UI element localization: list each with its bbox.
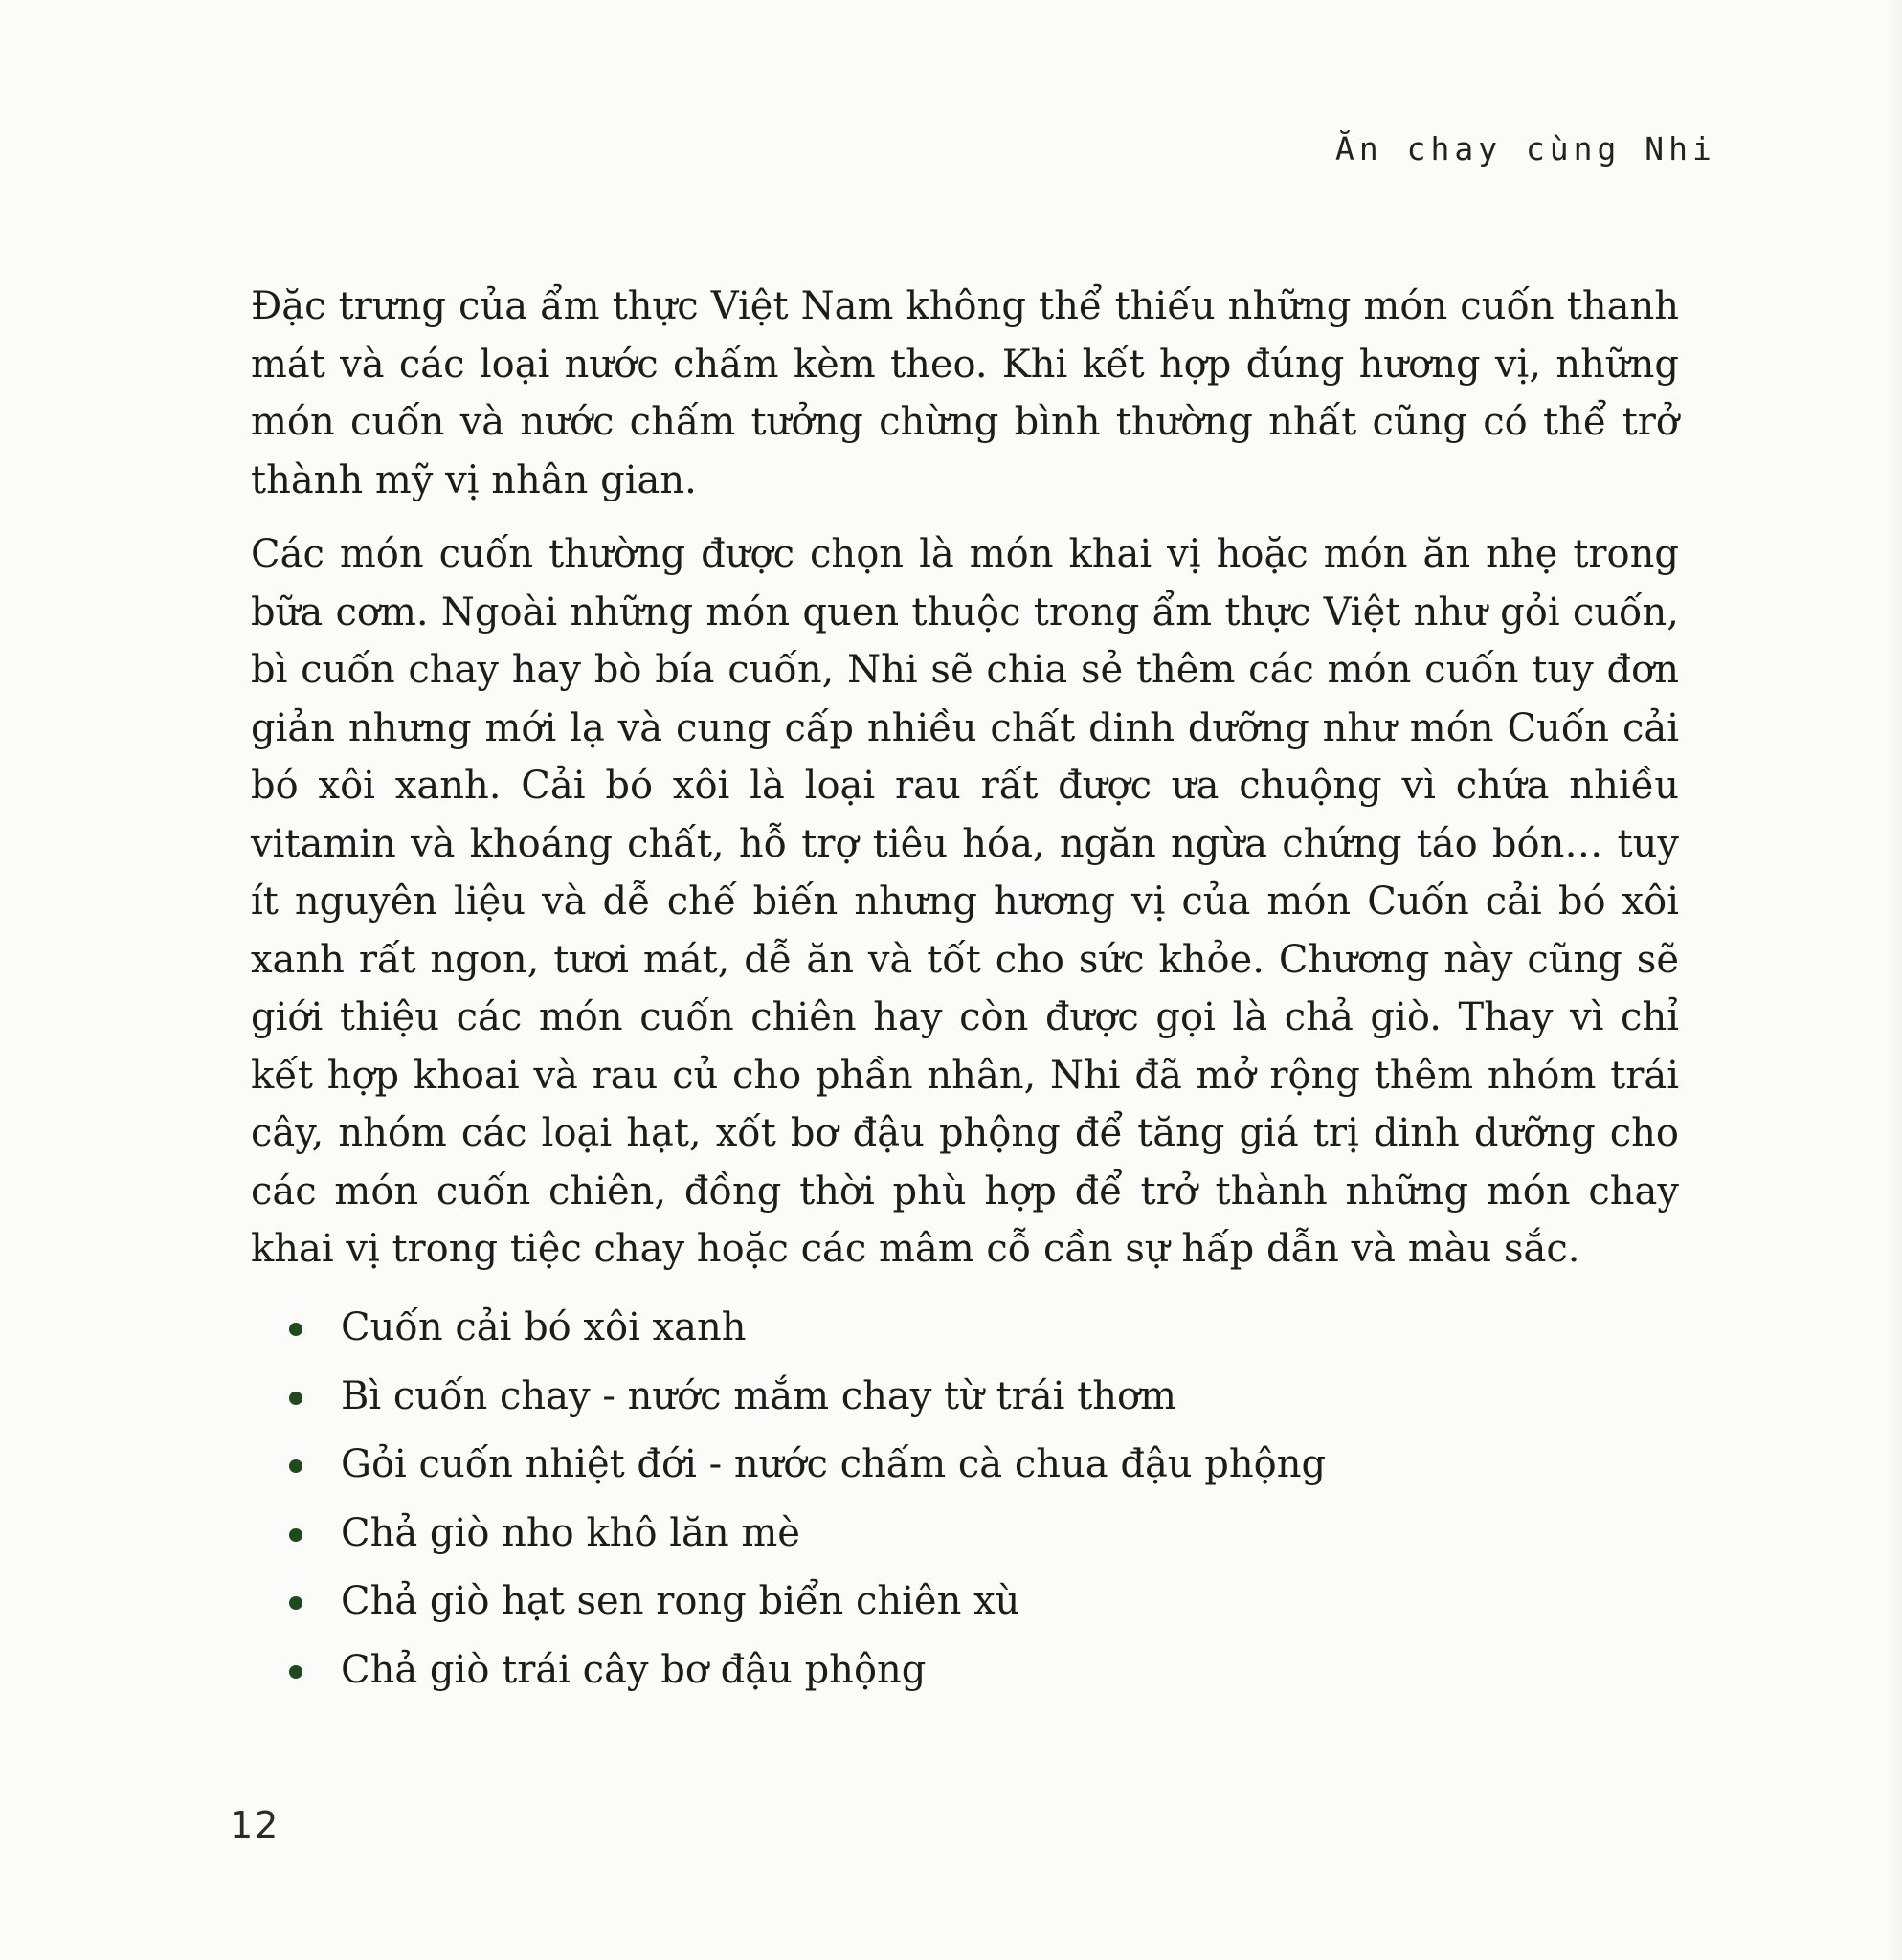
bullet-icon — [289, 1323, 302, 1336]
dish-name: Cuốn cải bó xôi xanh — [341, 1305, 747, 1349]
list-item — [278, 1363, 1618, 1432]
list-item — [278, 1568, 1618, 1637]
page-edge-shadow — [1889, 0, 1902, 1960]
dish-name: Gỏi cuốn nhiệt đới - nước chấm cà chua đậu phộng — [341, 1442, 1327, 1487]
list-item — [278, 1431, 1618, 1500]
dish-name: Chả giò nho khô lăn mè — [341, 1510, 800, 1555]
list-item — [278, 1294, 1618, 1363]
bullet-icon — [289, 1596, 302, 1610]
bullet-icon — [289, 1665, 302, 1679]
bullet-icon — [289, 1528, 302, 1542]
list-item — [278, 1637, 1618, 1705]
bullet-icon — [289, 1459, 302, 1473]
intro-paragraph: Đặc trưng của ẩm thực Việt Nam không thể thiếu những món cuốn thanh mát và các loại nước chấm kèm theo. Khi kết hợp đúng hương vị, những món cuốn và nước chấm tưởng chừng bình thường nhất cũng có thể trở thành mỹ vị nhân gian. — [251, 284, 1679, 502]
list-item — [278, 1500, 1618, 1569]
running-header: Ăn chay cùng Nhi — [1335, 130, 1716, 167]
dish-name: Chả giò hạt sen rong biển chiên xù — [341, 1579, 1020, 1624]
dish-name: Bì cuốn chay - nước mắm chay từ trái thơm — [341, 1373, 1176, 1418]
bullet-icon — [289, 1392, 302, 1405]
dish-list — [278, 1294, 1618, 1705]
body-text — [251, 278, 1679, 1295]
description-paragraph: Các món cuốn thường được chọn là món khai vị hoặc món ăn nhẹ trong bữa cơm. Ngoài những món quen thuộc trong ẩm thực Việt như gỏi cuốn, bì cuốn chay hay bò bía cuốn, Nhi sẽ chia sẻ thêm các món cuốn tuy đơn giản nhưng mới lạ và cung cấp nhiều chất dinh dưỡng như món Cuốn cải bó xôi xanh. Cải bó xôi là loại rau rất được ưa chuộng vì chứa nhiều vitamin và khoáng chất, hỗ trợ tiêu hóa, ngăn ngừa chứng táo bón… tuy ít nguyên liệu và dễ chế biến nhưng hương vị của món Cuốn cải bó xôi xanh rất ngon, tươi mát, dễ ăn và tốt cho sức khỏe. Chương này cũng sẽ giới thiệu các món cuốn chiên hay còn được gọi là chả giò. Thay vì chỉ kết hợp khoai và rau củ cho phần nhân, Nhi đã mở rộng thêm nhóm trái cây, nhóm các loại hạt, xốt bơ đậu phộng để tăng giá trị dinh dưỡng cho các món cuốn chiên, đồng thời phù hợp để trở thành những món chay khai vị trong tiệc chay hoặc các mâm cỗ cần sự hấp dẫn và màu sắc. — [251, 532, 1679, 1271]
dish-name: Chả giò trái cây bơ đậu phộng — [341, 1647, 927, 1692]
page-number: 12 — [230, 1804, 280, 1846]
